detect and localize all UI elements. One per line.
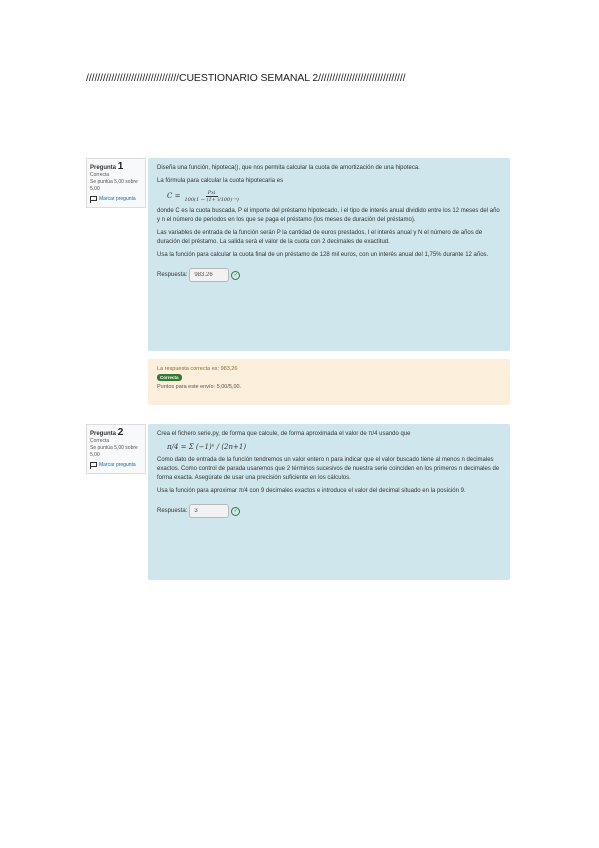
answer-input[interactable] [189, 504, 229, 518]
question-score: Se puntúa 5,00 sobre 5,00 [90, 179, 138, 192]
feedback-score: Puntos para este envío: 5,00/5,00. [157, 384, 242, 390]
question-text: Diseña una función, hipoteca(), que nos permita calcular la cuota de amortización de una hipoteca. [157, 165, 420, 171]
flag-label: Marcar pregunta [99, 462, 136, 468]
question-label: Pregunta [90, 165, 117, 171]
flag-icon [90, 462, 97, 469]
formula-lhs: C = [167, 192, 181, 200]
question-text: Usa la función para calcular la cuota final de un préstamo de 128 mil euros, con un interés anual del 1,75% durante 12 años. [157, 252, 489, 258]
question-status: Correcta [90, 438, 110, 444]
formula-numerator: Pxi [207, 190, 216, 196]
question-2-info [86, 424, 146, 474]
question-text: La fórmula para calcular la cuota hipotecaria es [157, 178, 284, 184]
formula-denominator: 100(1 − (1+ i/100)⁻ⁿ) [184, 197, 239, 203]
question-1-info [86, 158, 146, 208]
question-text: Las variables de entrada de la función serán P la cantidad de euros prestados, I el interés anual y N el número de años de duración del préstamo. La salida será el valor de la cuota con 2 decimales de exactitud. [157, 230, 483, 245]
flag-icon [90, 196, 97, 203]
formula: π/4 = Σ (−1)ⁿ / (2n+1) [167, 443, 247, 451]
answer-label: Respuesta: [157, 271, 188, 278]
question-number: 1 [117, 161, 124, 172]
answer-row [157, 268, 501, 282]
flag-label: Marcar pregunta [99, 196, 136, 202]
question-number: 2 [117, 427, 124, 438]
question-1-feedback [148, 359, 510, 405]
question-text: Usa la función para aproximar π/4 con 9 decimales exactos e introduce el valor del decimal situado en la posición 9. [157, 488, 466, 494]
question-text: Como dato de entrada de la función tendremos un valor entero n para indicar que el valor buscado tiene al menos n decimales exactos. Como control de parada usaremos que 2 términos sucesivos de nuestra serie coinciden en los primeros n decimales de forma exacta. Asegúrate de usar una precisión suficiente en los cálculos. [157, 457, 500, 481]
flag-question-link[interactable] [90, 196, 142, 203]
question-1-content [148, 158, 510, 351]
page-title: /////////////////////////////////CUESTIONARIO SEMANAL 2/////////////////////////////// [86, 72, 406, 84]
question-status: Correcta [90, 172, 110, 178]
answer-input[interactable] [189, 268, 229, 282]
question-text: donde C es la cuota buscada, P el importe del préstamo hipotecado, i el tipo de interés anual dividido entre los 12 meses del año y n el número de periodos en los que se paga el préstamo (los meses de duración del préstamo). [157, 208, 500, 223]
question-text: Crea el fichero serie.py, de forma que calcule, de forma aproximada el valor de π/4 usando que [157, 431, 411, 437]
status-badge: Correcta [157, 374, 182, 381]
check-icon: ✓ [231, 271, 240, 280]
question-score: Se puntúa 5,00 sobre 5,00 [90, 445, 138, 458]
question-2-content [148, 424, 510, 580]
check-icon: ✓ [231, 507, 240, 516]
flag-question-link[interactable] [90, 462, 142, 469]
formula [167, 190, 501, 203]
answer-row [157, 504, 501, 518]
correct-answer-text: La respuesta correcta es: 983,26 [157, 366, 238, 372]
answer-label: Respuesta: [157, 507, 188, 514]
question-label: Pregunta [90, 431, 117, 437]
